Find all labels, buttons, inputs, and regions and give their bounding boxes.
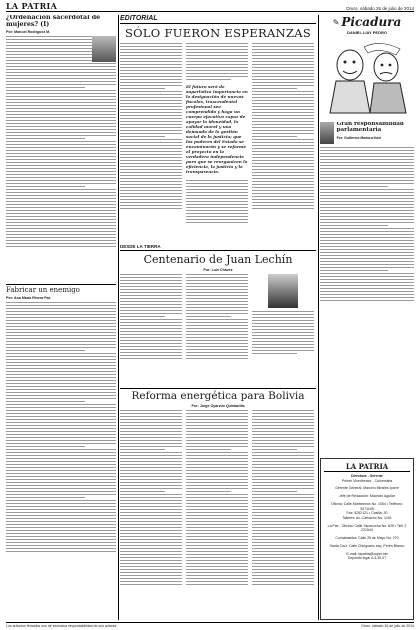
masthead-box <box>320 458 414 620</box>
cartoon-drawing <box>320 37 414 115</box>
footer-note: Los artículos firmados son de exclusiva responsabilidad de sus autores <box>6 624 117 628</box>
left-article-title: ¿Ordenación sacerdotal de mujeres? (I) <box>6 15 101 28</box>
energetica-title: Reforma energética para Bolivia <box>120 388 316 402</box>
left-article-body <box>6 36 116 247</box>
column-rule <box>118 15 119 620</box>
fabricar-byline: Por: Ana María Rivera Paz <box>6 296 51 301</box>
cartoon-logo-icon: ✎ <box>332 17 340 27</box>
lechin-photo <box>268 274 298 308</box>
masthead-line: Depósito legal 4-3-30-07 <box>347 556 387 561</box>
left-article-byline: Por: Manuel Rodríguez M. <box>6 30 51 35</box>
energetica-byline: Por: Jorge Oyarzún Quintanilla <box>191 404 245 409</box>
lechin-body-col1 <box>120 274 182 361</box>
right-author-photo <box>320 122 334 144</box>
editorial-body-col1 <box>120 43 182 225</box>
editorial-pullquote: El futuro será de superlativa importancia en la designación de nuevos fiscales, trascendental profesional sea comprendido y haga un cuerpo ejecutivo capaz de apoyar la idoneidad, la calidad moral y una demanda de la gestión social de la justicia; que los poderes del Estado se encaminarán y se reforme el proyecto en la verdadera independencia para que se reorganicen la eficiencia, la justicia y la transparencia. <box>186 84 248 174</box>
right-article-byline: Por: Guillermo Mariaca Iturri <box>336 135 382 140</box>
masthead-line: Jefe de Redacción: Mauricio Aguilar <box>339 494 395 499</box>
cartoon-panel <box>320 15 414 119</box>
energetica-body-col2 <box>186 410 248 587</box>
masthead-line: Cochabamba: Calle 25 de Mayo No. 270 <box>335 536 399 541</box>
masthead-line: La Paz - Oficina: Calle Yanacocha No. 625 • Telf: 2 221544 <box>327 523 407 533</box>
cartoon-brand: Picadura <box>341 15 402 29</box>
lechin-byline: Por: Luis Chávez <box>203 267 233 272</box>
editorial-tag: EDITORIAL <box>120 15 158 22</box>
masthead-line: Gerente General: Marcelo Miralles Iporre <box>335 486 399 491</box>
masthead-line: Talleres: Av. Camacho No. 1041 <box>342 516 392 521</box>
author-photo <box>92 36 116 62</box>
editorial-body-col3 <box>252 43 314 225</box>
energetica-body-col1 <box>120 410 182 587</box>
energetica-body-col3 <box>252 410 314 587</box>
energetica-article <box>120 388 316 620</box>
lechin-article <box>120 244 316 384</box>
page-footer <box>6 622 414 628</box>
lechin-body-col2 <box>186 274 248 361</box>
fabricar-body <box>6 302 116 552</box>
column-rule <box>318 15 319 620</box>
fabricar-title: Fabricar un enemigo <box>6 284 116 294</box>
right-article-title: Gran responsabilidad parlamentaria <box>336 122 404 133</box>
newspaper-logo: LA PATRIA <box>6 1 58 11</box>
fabricar-article <box>6 284 116 620</box>
cartoon-caption: DANIEL LIAY PEDRO <box>347 30 387 35</box>
page-header <box>6 2 414 12</box>
masthead-line: Oficina: Calle Montesinos No. 1054 • Teléfono: 5271105 <box>330 501 404 511</box>
editorial-title: SÓLO FUERON ESPERANZAS <box>124 26 312 40</box>
right-article <box>320 122 414 322</box>
footer-date: Oruro, sábado 26 de julio de 2014 <box>361 624 414 628</box>
editorial <box>120 15 316 240</box>
masthead-line: Primer Vicedirector - Columnista <box>341 478 393 483</box>
right-article-body <box>320 147 414 301</box>
masthead-lines <box>324 474 410 561</box>
dateline: Oruro, sábado 26 de julio de 2014 <box>345 6 414 11</box>
masthead-line: Fax: 5252121 • Casilla: 30 <box>346 511 388 516</box>
lechin-title: Centenario de Juan Lechín <box>143 253 293 266</box>
desde-tierra-tag: DESDE LA TIERRA <box>120 244 316 251</box>
masthead-line: Santa Cruz: Calle Chiriguano esq. Pedro Blanco <box>329 543 405 548</box>
masthead-line: Directora - Gerente <box>351 474 383 478</box>
left-article <box>6 15 116 281</box>
masthead-paper: LA PATRIA <box>324 462 410 472</box>
editorial-body-col2 <box>186 43 248 80</box>
masthead-line: E-mail: lapatria@zuper.net <box>346 551 388 556</box>
